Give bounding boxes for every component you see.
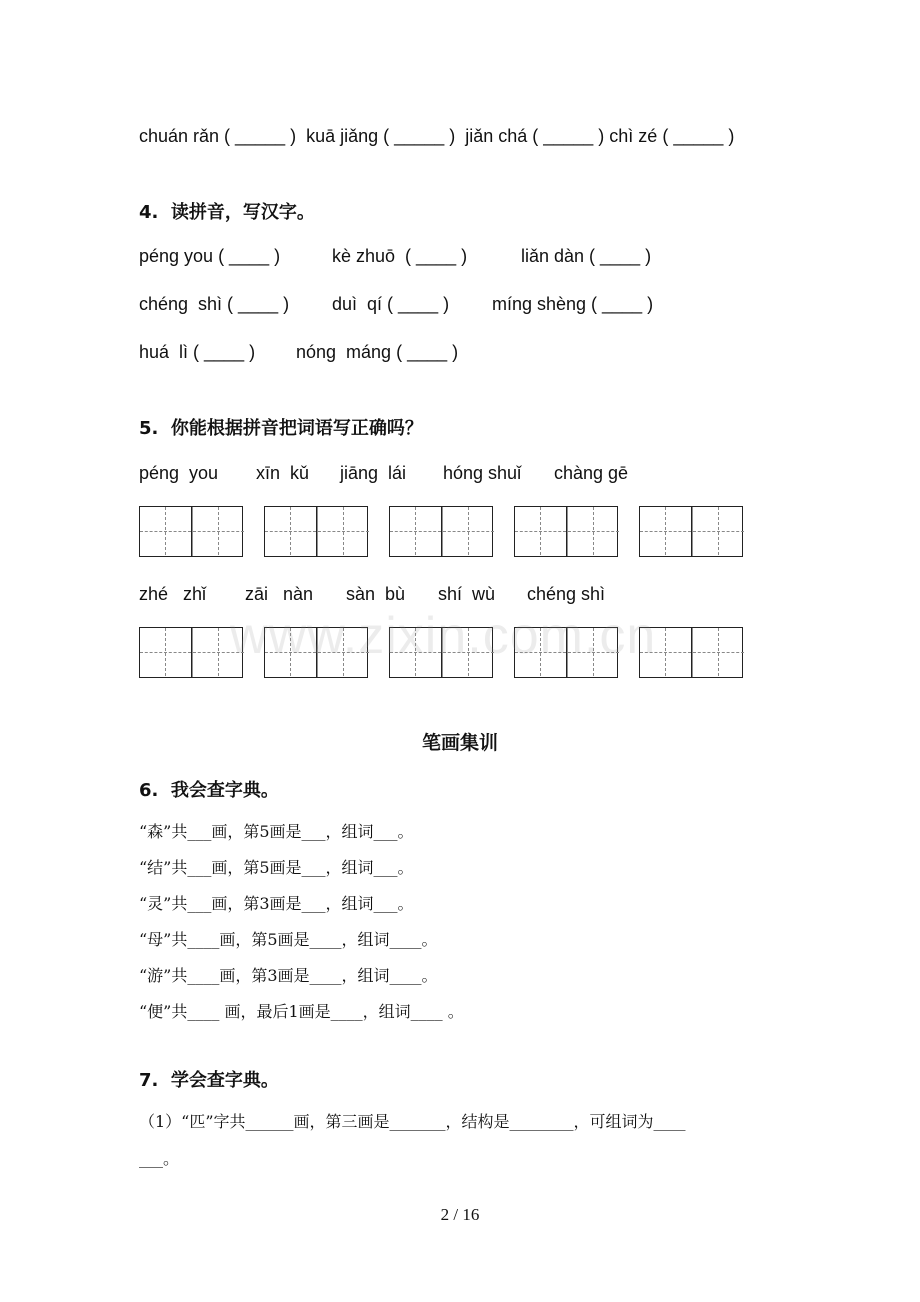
q6-line: “结”共___画，第5画是___，组词___。	[139, 858, 414, 877]
section-title: 笔画集训	[421, 732, 498, 754]
watermark: www.zixin.com.cn	[230, 607, 657, 665]
tian-grid-box[interactable]	[514, 506, 618, 557]
q6-line: “游”共____画，第3画是____，组词____。	[139, 966, 438, 985]
question-7-heading: 7. 学会查字典。	[139, 1070, 279, 1091]
q4-item: liǎn dàn ( ____ )	[521, 246, 652, 266]
q6-line: “灵”共___画，第3画是___，组词___。	[139, 894, 414, 913]
question-4-heading: 4. 读拼音，写汉字。	[139, 202, 315, 223]
q4-item: duì qí ( ____ )	[332, 294, 450, 314]
q5-pinyin: zāi nàn	[245, 584, 314, 604]
q4-item: nóng máng ( ____ )	[296, 342, 459, 362]
q5-pinyin: sàn bù	[346, 584, 406, 604]
q7-line: ___。	[139, 1149, 180, 1168]
tian-grid-box[interactable]	[389, 506, 493, 557]
tian-grid-box[interactable]	[639, 506, 743, 557]
page-number: 2 / 16	[440, 1205, 480, 1224]
q5-pinyin: hóng shuǐ	[443, 463, 522, 483]
q4-item: péng you ( ____ )	[139, 246, 281, 266]
q4-item: huá lì ( ____ )	[139, 342, 256, 362]
q6-line: “母”共____画，第5画是____，组词____。	[139, 930, 438, 949]
pinyin-line-top: chuán rǎn ( _____ ) kuā jiǎng ( _____ ) jiǎn chá ( _____ ) chì zé ( _____ )	[139, 126, 735, 146]
q5-pinyin: chéng shì	[527, 584, 606, 604]
tian-grid-box[interactable]	[139, 627, 243, 678]
q4-item: kè zhuō ( ____ )	[332, 246, 468, 266]
q5-pinyin: jiāng lái	[340, 463, 407, 483]
q5-pinyin: shí wù	[438, 584, 496, 604]
q6-line: “便”共____ 画，最后1画是____，组词____ 。	[139, 1002, 464, 1021]
q5-pinyin: péng you	[139, 463, 219, 483]
q7-line: （1）“匹”字共______画，第三画是_______，结构是________，可组词为____	[139, 1112, 686, 1131]
tian-grid-box[interactable]	[139, 506, 243, 557]
q5-pinyin: zhé zhǐ	[139, 584, 207, 604]
q4-item: chéng shì ( ____ )	[139, 294, 290, 314]
q5-pinyin: chàng gē	[554, 463, 629, 483]
q6-line: “森”共___画，第5画是___，组词___。	[139, 822, 414, 841]
q5-pinyin: xīn kǔ	[256, 463, 310, 483]
tian-grid-box[interactable]	[264, 506, 368, 557]
q4-item: míng shèng ( ____ )	[492, 294, 654, 314]
question-5-heading: 5. 你能根据拼音把词语写正确吗？	[139, 418, 423, 439]
question-6-heading: 6. 我会查字典。	[139, 780, 279, 801]
